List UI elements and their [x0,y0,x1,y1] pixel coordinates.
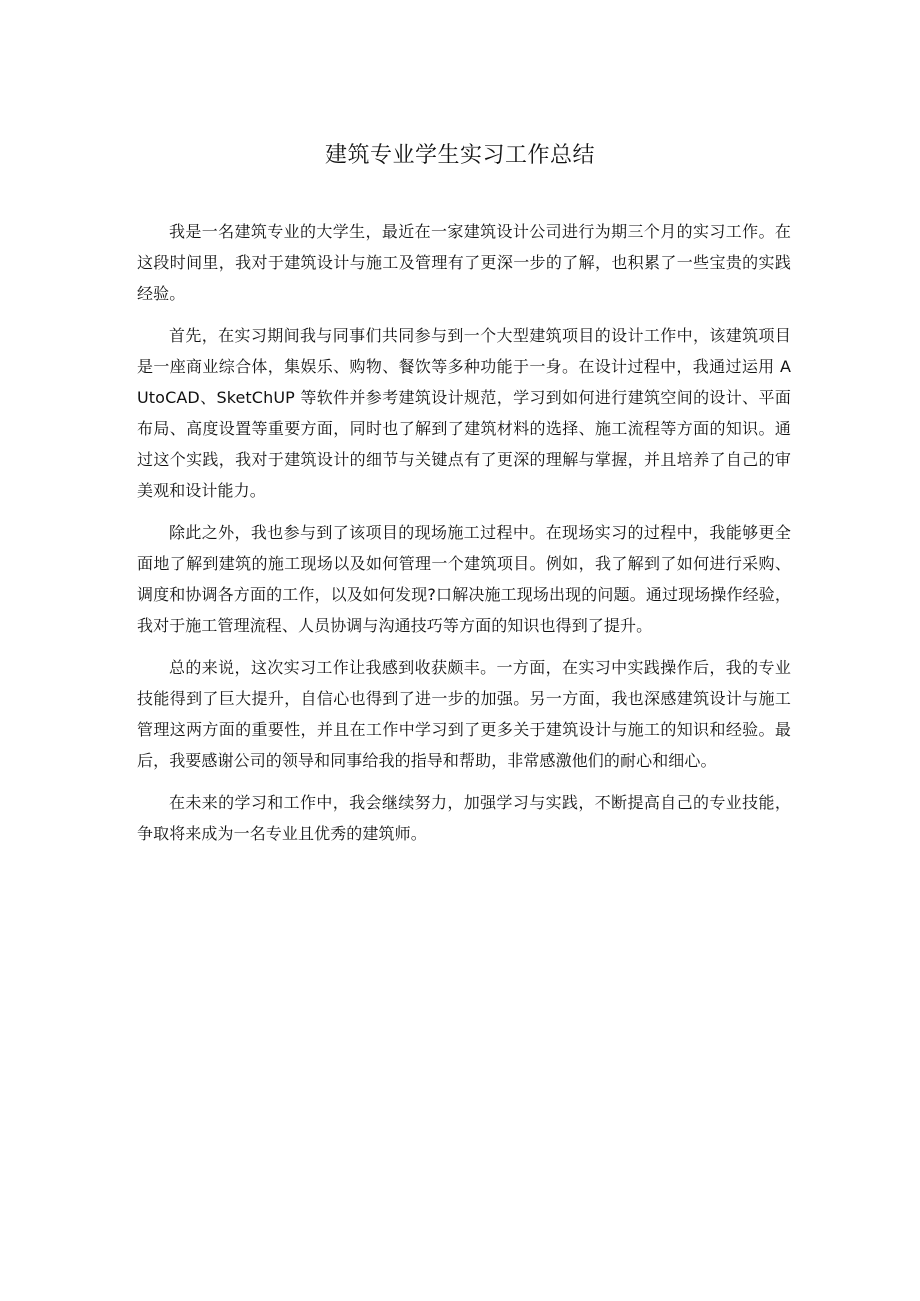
document-title: 建筑专业学生实习工作总结 [324,143,595,168]
paragraph-design-work: 首先，在实习期间我与同事们共同参与到一个大型建筑项目的设计工作中，该建筑项目是一座商业综合体，集娱乐、购物、餐饮等多种功能于一身。在设计过程中，我通过运用 AUtoCAD、SketChUP 等软件并参考建筑设计规范，学习到如何进行建筑空间的设计、平面布局、高度设置等重要方面，同时也了解到了建筑材料的选择、施工流程等方面的知识。通过这个实践，我对于建筑设计的细节与关键点有了更深的理解与掌握，并且培养了自己的审美观和设计能力。 [137,326,791,500]
paragraph-future: 在未来的学习和工作中，我会继续努力，加强学习与实践，不断提高自己的专业技能，争取将来成为一名专业且优秀的建筑师。 [137,793,791,843]
document-body [137,216,791,860]
paragraph-summary: 总的来说，这次实习工作让我感到收获颇丰。一方面，在实习中实践操作后，我的专业技能得到了巨大提升，自信心也得到了进一步的加强。另一方面，我也深感建筑设计与施工管理这两方面的重要性，并且在工作中学习到了更多关于建筑设计与施工的知识和经验。最后，我要感谢公司的领导和同事给我的指导和帮助，非常感激他们的耐心和细心。 [137,658,791,770]
paragraph-site-construction: 除此之外，我也参与到了该项目的现场施工过程中。在现场实习的过程中，我能够更全面地了解到建筑的施工现场以及如何管理一个建筑项目。例如，我了解到了如何进行采购、调度和协调各方面的工作，以及如何发现?口解决施工现场出现的问题。通过现场操作经验，我对于施工管理流程、人员协调与沟通技巧等方面的知识也得到了提升。 [137,523,791,635]
paragraph-intro: 我是一名建筑专业的大学生，最近在一家建筑设计公司进行为期三个月的实习工作。在这段时间里，我对于建筑设计与施工及管理有了更深一步的了解，也积累了一些宝贵的实践经验。 [137,222,791,303]
